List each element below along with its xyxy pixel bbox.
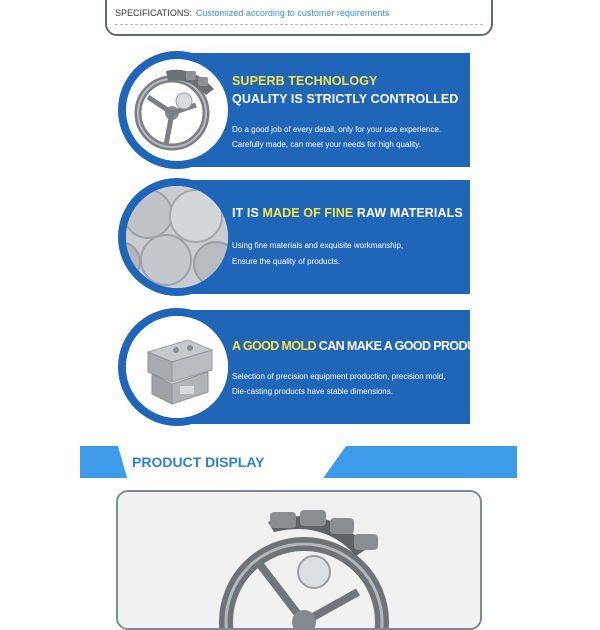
feature-description-line1: Selection of precision equipment production, precision mold,	[232, 372, 446, 381]
mold-icon	[126, 316, 228, 418]
specifications-divider	[115, 24, 483, 25]
feature-title: QUALITY IS STRICTLY CONTROLLED	[232, 92, 459, 106]
specifications-line	[115, 8, 389, 18]
specifications-value: Customized according to customer requirements	[195, 8, 390, 18]
feature-title: IT IS MADE OF FINE RAW MATERIALS	[232, 206, 463, 220]
handwheel-icon	[126, 59, 228, 161]
feature-description-line1: Do a good job of every detail, only for your use experience.	[232, 125, 442, 134]
feature-panel-mold	[118, 310, 491, 424]
product-display-banner	[80, 446, 517, 478]
feature-panel-technology	[118, 53, 470, 167]
product-display-heading: PRODUCT DISPLAY	[132, 454, 265, 470]
feature-description-line2: Die-casting products have stable dimensions.	[232, 387, 393, 396]
handwheel-icon	[118, 492, 480, 630]
metal-rods-icon	[126, 186, 228, 288]
feature-description-line2: Ensure the quality of products.	[232, 257, 341, 266]
feature-description-line1: Using fine materials and exquisite workmanship,	[232, 241, 404, 250]
feature-title-highlight: SUPERB TECHNOLOGY	[232, 74, 378, 88]
feature-description-line2: Carefully made, can meet your needs for high quality.	[232, 140, 421, 149]
feature-panel-materials	[118, 180, 470, 294]
product-display-image	[116, 490, 482, 630]
specifications-card	[105, 0, 493, 36]
specifications-label: SPECIFICATIONS:	[115, 8, 192, 18]
feature-title: A GOOD MOLD CAN MAKE A GOOD PRODUCT	[232, 339, 491, 353]
